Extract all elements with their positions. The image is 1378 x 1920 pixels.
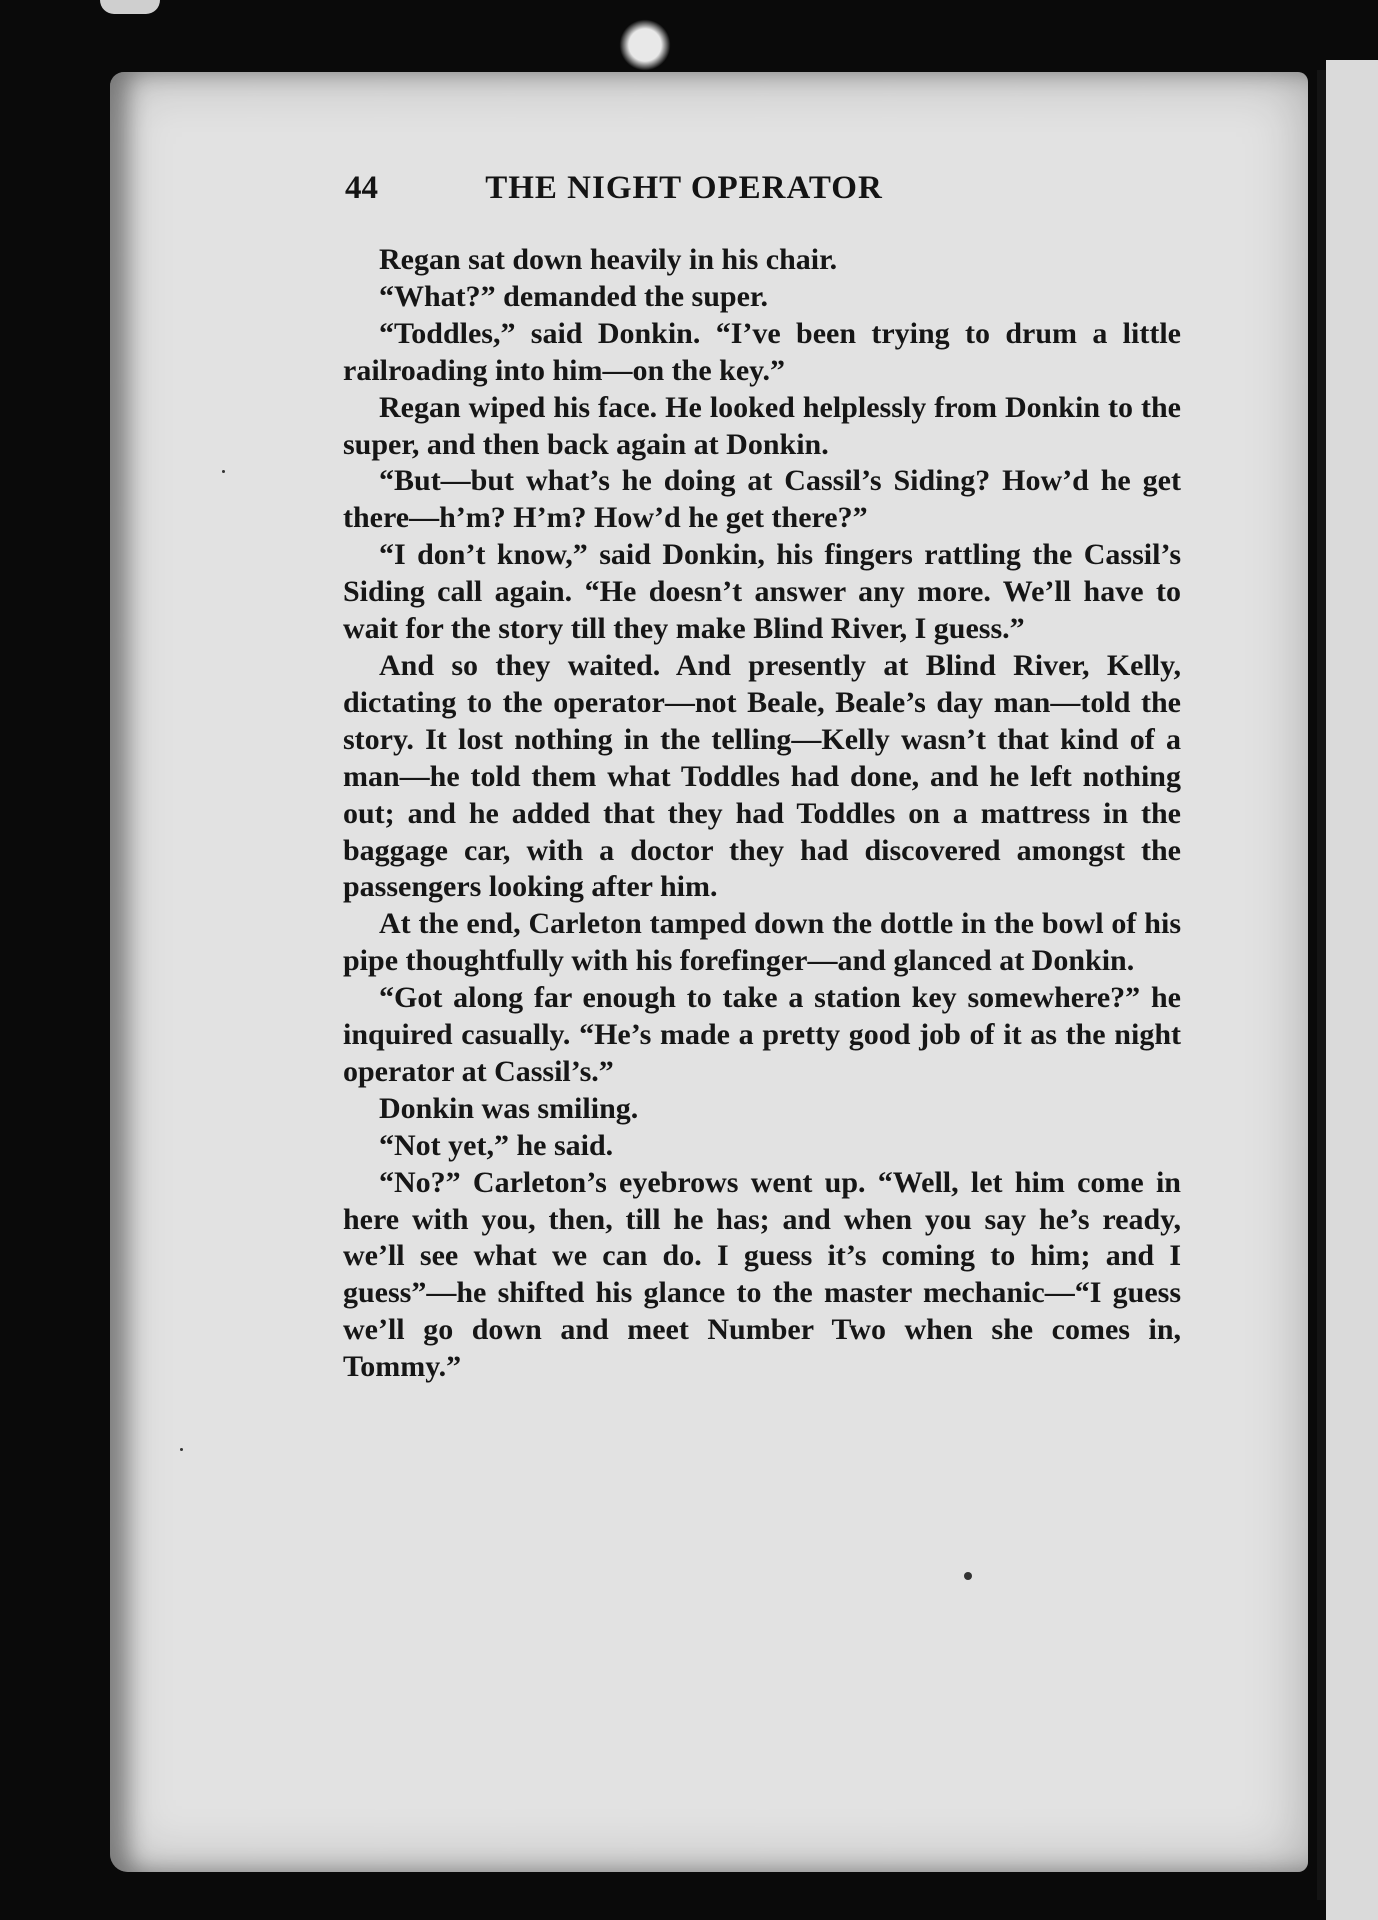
paragraph: “Toddles,” said Donkin. “I’ve been trying to drum a little railroading into him—on the key.”: [343, 316, 1181, 387]
running-head: [345, 170, 993, 216]
book-gutter: [1317, 70, 1326, 1900]
facing-page-edge: [1326, 60, 1378, 1920]
paragraph: “Not yet,” he said.: [379, 1128, 614, 1162]
paragraph: Regan sat down heavily in his chair.: [379, 243, 838, 276]
paper-speck: [964, 1572, 972, 1580]
paragraph: “Got along far enough to take a station key somewhere?” he inquired casually. “He’s made a pretty good job of it as the night operator at Cassil’s.”: [343, 981, 1181, 1088]
paragraph: “What?” demanded the super.: [379, 279, 768, 313]
scan-top-mark: [615, 15, 675, 75]
paper-speck: [180, 1448, 183, 1451]
body-text: [343, 242, 1181, 1386]
scan-corner-mark: [100, 0, 160, 14]
paper-speck: [222, 470, 225, 473]
paragraph: “I don’t know,” said Donkin, his fingers rattling the Cassil’s Siding call again. “He doesn’t answer any more. We’ll have to wait for the story till they make Blind River, I guess.”: [343, 538, 1181, 646]
paragraph: Regan wiped his face. He looked helplessly from Donkin to the super, and then back again at Donkin.: [343, 390, 1181, 461]
running-title: THE NIGHT OPERATOR: [485, 170, 883, 206]
paragraph: And so they waited. And presently at Blind River, Kelly, dictating to the operator—not Beale, Beale’s day man—told the story. It lost nothing in the telling—Kelly wasn’t that kind of a man—he told them what Toddles had done, and he left nothing out; and he added that they had Toddles on a mattress in the baggage car, with a doctor they had discovered amongst the passengers looking after him.: [343, 648, 1181, 904]
paragraph: “No?” Carleton’s eyebrows went up. “Well, let him come in here with you, then, till he has; and when you say he’s ready, we’ll see what we can do. I guess it’s coming to him; and I guess”—he shifted his glance to the master mechanic—“I guess we’ll go down and meet Number Two when she comes in, Tommy.”: [343, 1165, 1181, 1384]
paragraph: “But—but what’s he doing at Cassil’s Siding? How’d he get there—h’m? H’m? How’d he get there?”: [343, 464, 1181, 535]
page-number: 44: [345, 170, 378, 206]
paragraph: Donkin was smiling.: [379, 1091, 639, 1125]
paragraph: At the end, Carleton tamped down the dottle in the bowl of his pipe thoughtfully with his forefinger—and glanced at Donkin.: [343, 907, 1181, 978]
